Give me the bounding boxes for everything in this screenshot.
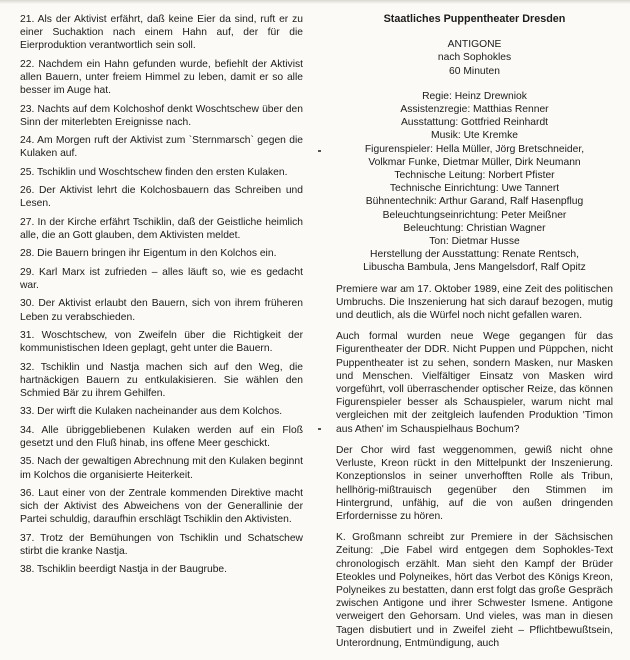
credit-line: Figurenspieler: Hella Müller, Jörg Bretschneider, (364, 143, 585, 155)
scene-item: 27. In der Kirche erfährt Tschiklin, daß der Geistliche heimlich alle, die an Gott glauben, dem Aktivisten meldet. (20, 216, 303, 241)
credit-line: Technische Einrichtung: Uwe Tannert (389, 183, 560, 195)
scene-item: 38. Tschiklin beerdigt Nastja in der Baugrube. (20, 564, 228, 576)
credit-line: Ausstattung: Gottfried Reinhardt (400, 117, 549, 129)
top-edge-shadow (0, 0, 630, 4)
credit-line: Beleuchtung: Christian Wagner (403, 222, 546, 234)
print-mark (318, 428, 321, 430)
credit-line: Bühnentechnik: Arthur Garand, Ralf Hasenpflug (365, 196, 584, 208)
scene-item: 36. Laut einer von der Zentrale kommenden Direktive macht sich der Aktivist des Abweichens von der Generallinie der Partei schuldig, daraufhin erschlägt Tschiklin den Aktivisten. (20, 487, 303, 526)
credit-line: Volkmar Funke, Dietmar Müller, Dirk Neumann (368, 156, 581, 168)
credit-line: Beleuchtungseinrichtung: Peter Meißner (382, 209, 567, 221)
play-duration: 60 Minuten (449, 65, 500, 77)
play-header (336, 38, 613, 78)
scene-item: 26. Der Aktivist lehrt die Kolchosbauern das Schreiben und Lesen. (20, 185, 303, 210)
credit-line: Libuscha Bambula, Jens Mangelsdorf, Ralf Opitz (363, 262, 586, 274)
scene-item: 21. Als der Aktivist erfährt, daß keine Eier da sind, ruft er zu einer Suchaktion nach einem Hahn auf, der für die Eierproduktion verantwortlich sein soll. (20, 14, 303, 52)
credit-line: Herstellung der Ausstattung: Renate Rentsch, (370, 249, 579, 261)
scene-list-column (20, 13, 303, 582)
scene-item: 25. Tschiklin und Woschtschew finden den ersten Kulaken. (20, 166, 288, 178)
scene-item: 23. Nachts auf dem Kolchoshof denkt Woschtschew über den Sinn der miterlebten Ereignisse nach. (20, 103, 303, 128)
scene-item: 33. Der wirft die Kulaken nacheinander aus dem Kolchos. (20, 406, 283, 418)
body-paragraph: Der Chor wird fast weggenommen, gewiß nicht ohne Verluste, Kreon rückt in den Mittelpunkt der Inszenierung. Konzeptionslos in seiner unverhofften Rolle als Tribun, hellhörig-mißtrauisch gegenüber den Stimmen im Hintergrund, unfähig, auf die von außen dringenden Erfordernisse zu hören. (336, 444, 613, 522)
play-title: ANTIGONE (447, 39, 502, 51)
scene-item: 22. Nachdem ein Hahn gefunden wurde, befiehlt der Aktivist allen Bauern, unter freiem Himmel zu leben, damit er so alle besser im Auge hat. (20, 58, 303, 97)
credit-line: Musik: Ute Kremke (431, 130, 518, 142)
theater-name: Staatliches Puppentheater Dresden (383, 13, 566, 25)
body-paragraph: Auch formal wurden neue Wege gegangen für das Figurentheater der DDR. Nicht Puppen und Püppchen, nicht Puppentheater ist zu sehen, sondern Masken, nur Masken und Menschen. Vielfältiger Einsatz von Masken wird vorgeführt, voll überraschender optischer Reize, das können Figurenspieler besser als Schauspieler, warum nicht mal vergleichen mit der zeitgleich laufenden Produktion 'Timon aus Athen' im Schauspielhaus Bochum? (336, 331, 613, 435)
credit-line: Regie: Heinz Drewniok (422, 90, 527, 102)
body-paragraph: K. Großmann schreibt zur Premiere in der Sächsischen Zeitung: „Die Fabel wird entgegen dem Sophokles-Text chronologisch erzählt. Man sieht den Kampf der Brüder Eteokles und Polyneikes, hört das Verbot des Königs Kreon, Polyneikes zu bestatten, dann erst folgt das große Gespräch zwischen Antigone und ihrer Schwester Ismene. Antigone verweigert den Gehorsam. Und vieles, was man in diesen Tagen disbutiert und in Zweifel zieht – Pflichtbewußtsein, Unterordnung, Entmündigung, auch (336, 532, 613, 649)
credits-list (336, 90, 613, 275)
scene-item: 29. Karl Marx ist zufrieden – alles läuft so, wie es gedacht war. (20, 266, 303, 291)
scene-item: 28. Die Bauern bringen ihr Eigentum in den Kolchos ein. (20, 248, 277, 260)
production-info-column (336, 13, 613, 658)
credit-line: Ton: Dietmar Husse (429, 236, 520, 248)
scene-item: 31. Woschtschew, von Zweifeln über die Richtigkeit der kommunistischen Ideen geplagt, geht unter die Bauern. (20, 329, 303, 355)
body-paragraph: Premiere war am 17. Oktober 1989, eine Zeit des politischen Umbruchs. Die Inszenierung hat sich darauf bezogen, mutig und deutlich, als die Würfel noch nicht gefallen waren. (336, 283, 614, 322)
scene-item: 37. Trotz der Bemühungen von Tschiklin und Schatschew stirbt die kranke Nastja. (20, 532, 303, 557)
scene-item: 30. Der Aktivist erlaubt den Bauern, sich von ihrem früheren Leben zu verabschieden. (20, 298, 303, 323)
scene-item: 34. Alle übriggebliebenen Kulaken werden auf ein Floß gesetzt und den Fluß hinab, ins offene Meer geschickt. (20, 424, 303, 449)
credit-line: Assistenzregie: Matthias Renner (400, 104, 549, 116)
scene-item: 24. Am Morgen ruft der Aktivist zum `Sternmarsch` gegen die Kulaken auf. (20, 135, 303, 160)
play-author: nach Sophokles (437, 52, 512, 64)
scene-item: 35. Nach der gewaltigen Abrechnung mit den Kulaken beginnt im Kolchos die organisierte Heiterkeit. (20, 456, 303, 481)
print-mark (318, 150, 321, 152)
scene-item: 32. Tschiklin und Nastja machen sich auf den Weg, die hartnäckigen Bauern zu entkulakisieren. Sie wählen den Schmied Bär zu ihrem Gehilfen. (20, 361, 303, 399)
credit-line: Technische Leitung: Norbert Pfister (394, 170, 555, 182)
